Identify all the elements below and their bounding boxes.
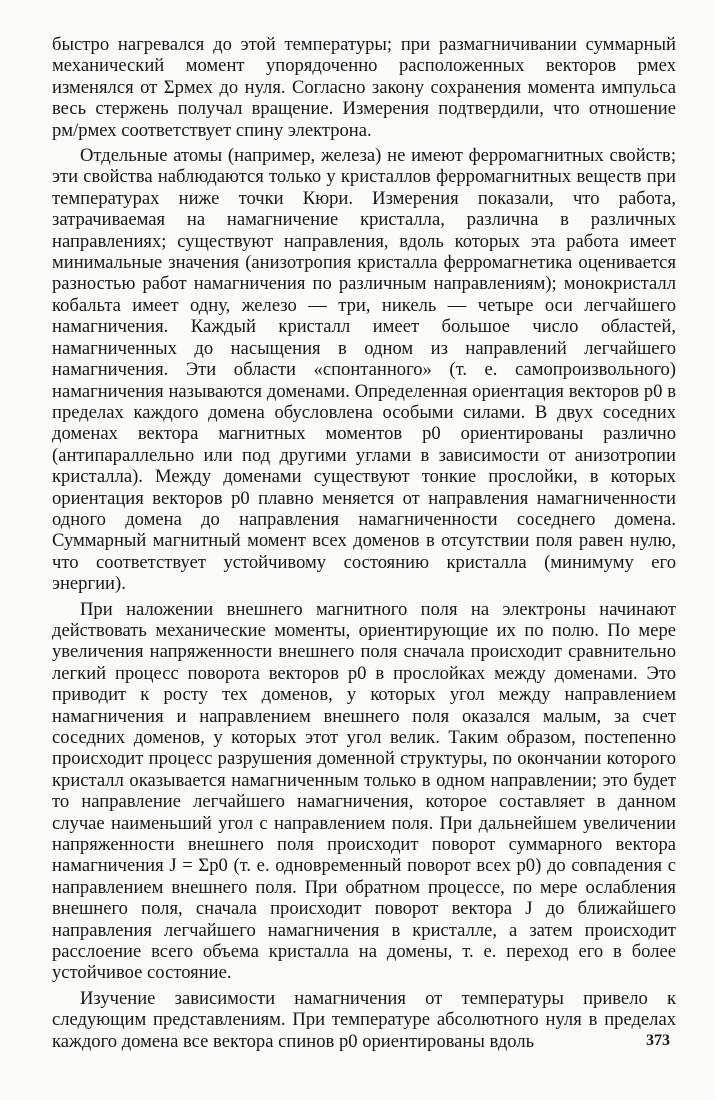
- paragraph-3: При наложении внешнего магнитного поля на электроны начинают действовать механические моменты, ориентирующие их по полю. По мере увеличения напряженности внешнего поля сначала происходит сравнительно легкий процесс поворота векторов p0 в прослойках между доменами. Это приводит к росту тех доменов, у которых угол между направлением намагничения и направлением внешнего поля оказался малым, за счет соседних доменов, у которых этот угол велик. Таким образом, постепенно происходит процесс разрушения доменной структуры, по окончании которого кристалл оказывается намагниченным только в одном направлении; это будет то направление легчайшего намагничения, которое составляет в данном случае наименьший угол с направлением поля. При дальнейшем увеличении напряженности внешнего поля происходит поворот суммарного вектора намагничения J = Σp0 (т. е. одновременный поворот всех p0) до совпадения с направлением внешнего поля. При обратном процессе, по мере ослабления внешнего поля, сначала происходит поворот вектора J до ближайшего направления легчайшего намагничения в кристалле, а затем происходит расслоение всего объема кристалла на домены, т. е. переход его в более устойчивое состояние.: [52, 598, 676, 984]
- paragraph-2: Отдельные атомы (например, железа) не имеют ферромагнитных свойств; эти свойства наблюдаются только у кристаллов ферромагнитных веществ при температурах ниже точки Кюри. Измерения показали, что работа, затрачиваемая на намагничение кристалла, различна в различных направлениях; существуют направления, вдоль которых эта работа имеет минимальные значения (анизотропия кристалла ферромагнетика оценивается разностью работ намагничения по различным направлениям); монокристалл кобальта имеет одну, железо — три, никель — четыре оси легчайшего намагничения. Каждый кристалл имеет большое число областей, намагниченных до насыщения в одном из направлений легчайшего намагничения. Эти области «спонтанного» (т. е. самопроизвольного) намагничения называются доменами. Определенная ориентация векторов p0 в пределах каждого домена обусловлена особыми силами. В двух соседних доменах вектора магнитных моментов p0 ориентированы различно (антипараллельно или под другими углами в зависимости от анизотропии кристалла). Между доменами существуют тонкие прослойки, в которых ориентация векторов p0 плавно меняется от направления намагниченности одного домена до направления намагниченности соседнего домена. Суммарный магнитный момент всех доменов в отсутствии поля равен нулю, что соответствует устойчивому состоянию кристалла (минимуму его энергии).: [52, 145, 676, 595]
- page-body: [52, 34, 676, 1052]
- paragraph-1: быстро нагревался до этой температуры; при размагничивании суммарный механический момент упорядоченно расположенных векторов pмех изменялся от Σpмех до нуля. Согласно закону сохранения момента импульса весь стержень получал вращение. Измерения подтвердили, что отношение pм/pмех соответствует спину электрона.: [52, 34, 676, 141]
- paragraph-4: Изучение зависимости намагничения от температуры привело к следующим представлениям. При температуре абсолютного нуля в пределах каждого домена все вектора спинов p0 ориентированы вдоль: [52, 987, 676, 1052]
- page-number: 373: [646, 1032, 670, 1049]
